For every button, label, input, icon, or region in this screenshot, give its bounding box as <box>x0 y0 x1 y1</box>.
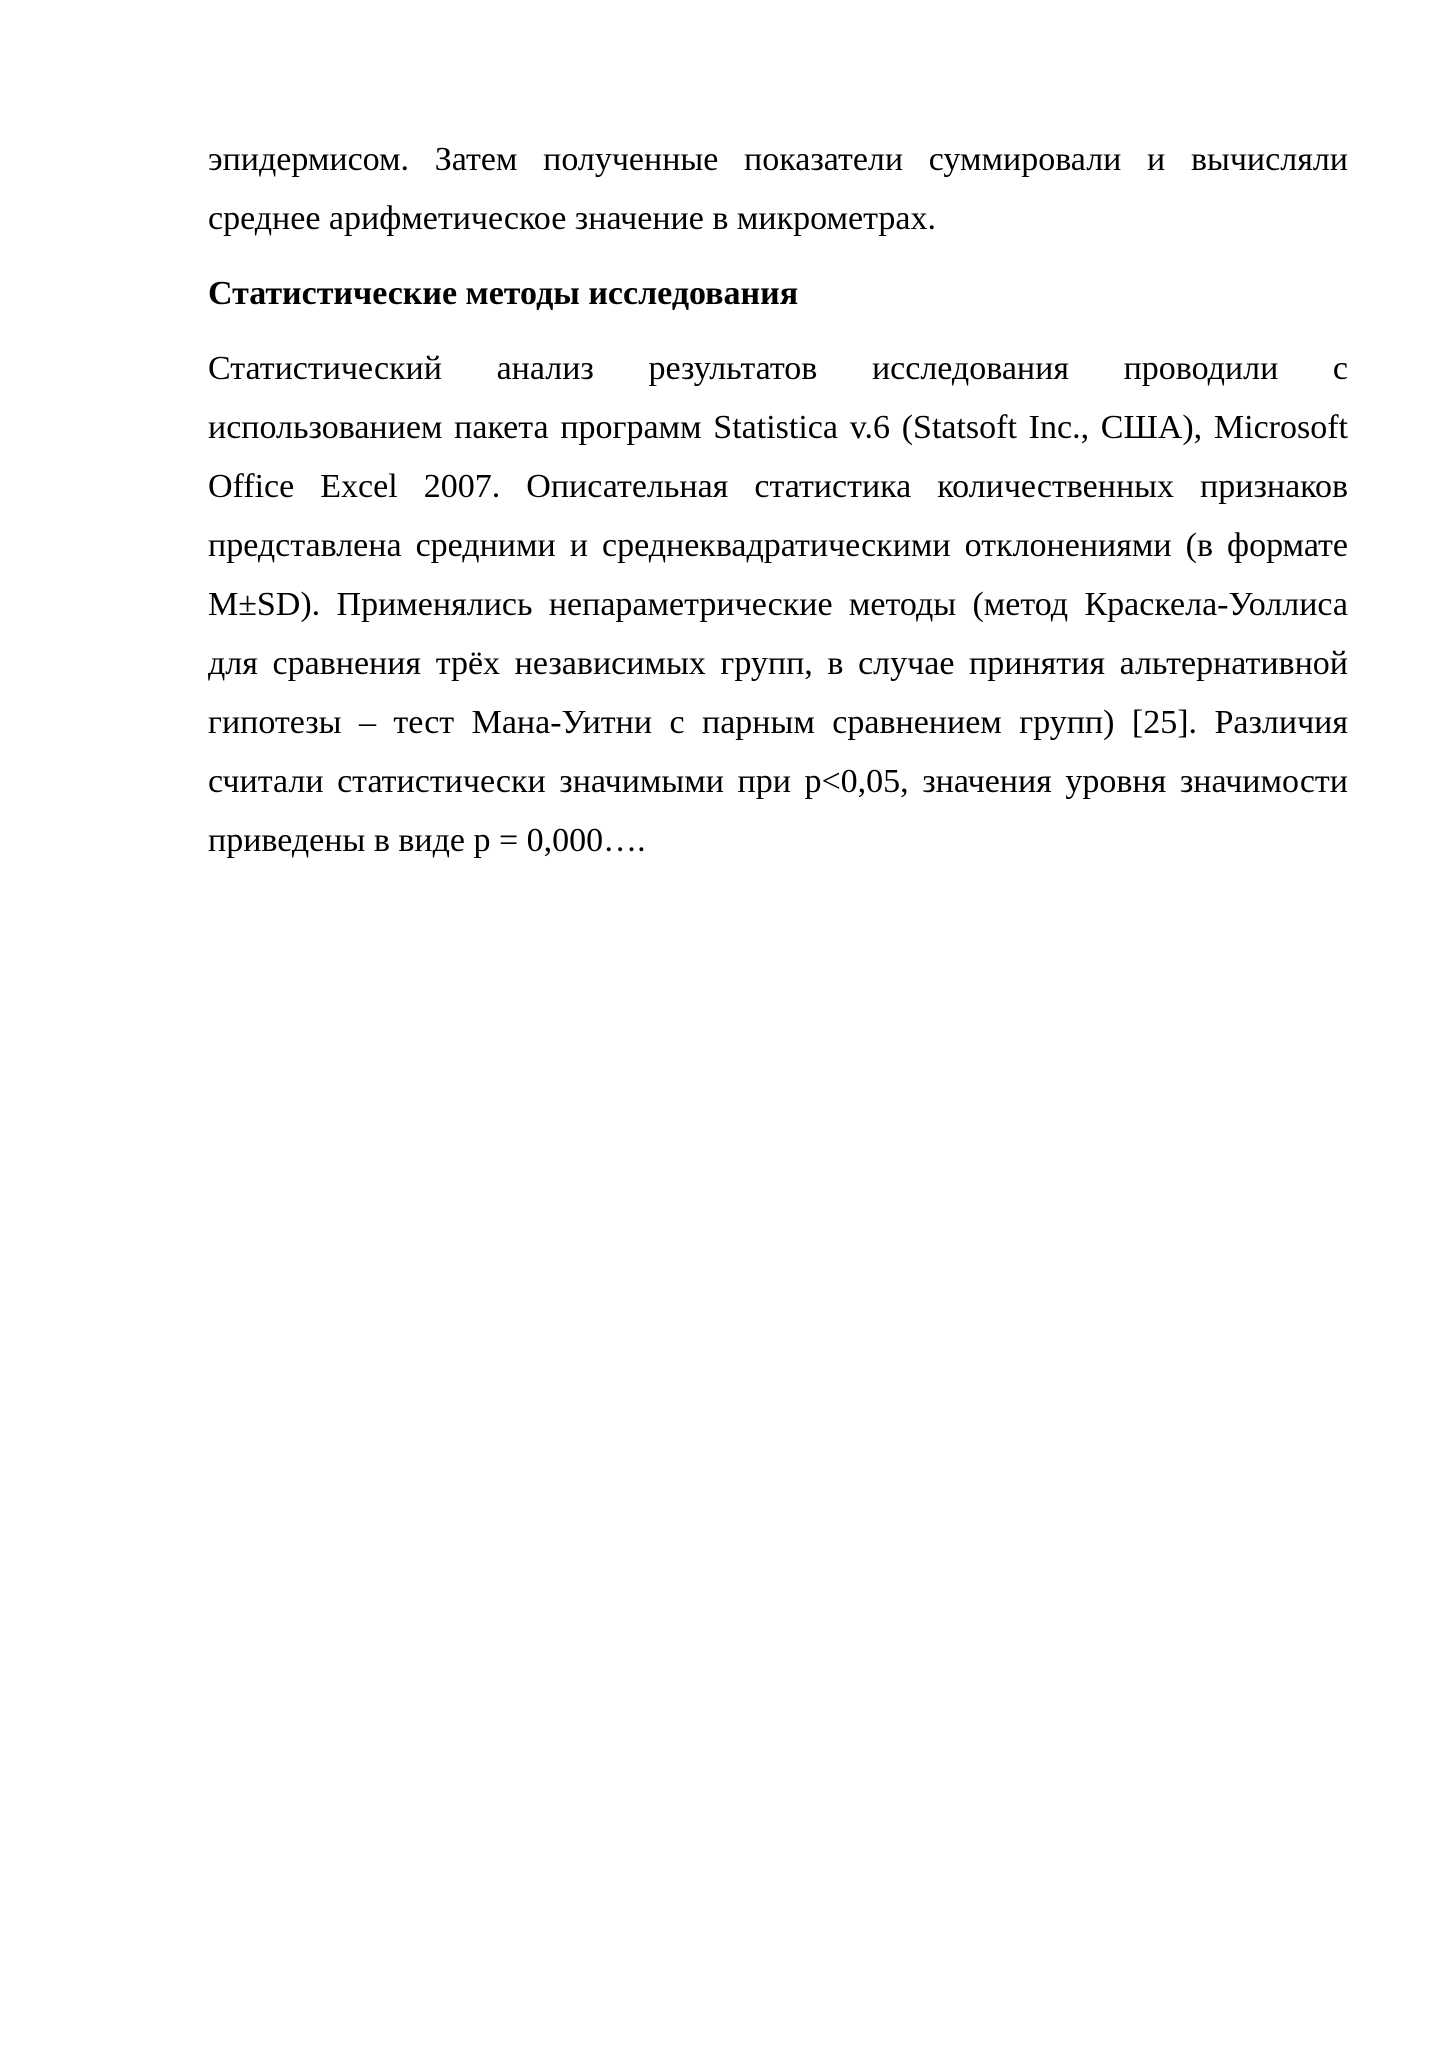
statistics-paragraph: Статистический анализ результатов исследования проводили с использованием пакета программ Statistica v.6 (Statsoft Inc., США), Microsoft Office Excel 2007. Описательная статистика количественных признаков представлена средними и среднеквадратическими отклонениями (в формате M±SD). Применялись непараметрические методы (метод Краскела-Уоллиса для сравнения трёх независимых групп, в случае принятия альтернативной гипотезы – тест Мана-Уитни с парным сравнением групп) [25]. Различия считали статистически значимыми при p<0,05, значения уровня значимости приведены в виде p = 0,000…. <box>208 350 1348 859</box>
page-content <box>208 130 1348 870</box>
continued-paragraph: эпидермисом. Затем полученные показатели суммировали и вычисляли среднее арифметическое значение в микрометрах. <box>208 141 1348 237</box>
section-heading: Статистические методы исследования <box>208 275 799 312</box>
